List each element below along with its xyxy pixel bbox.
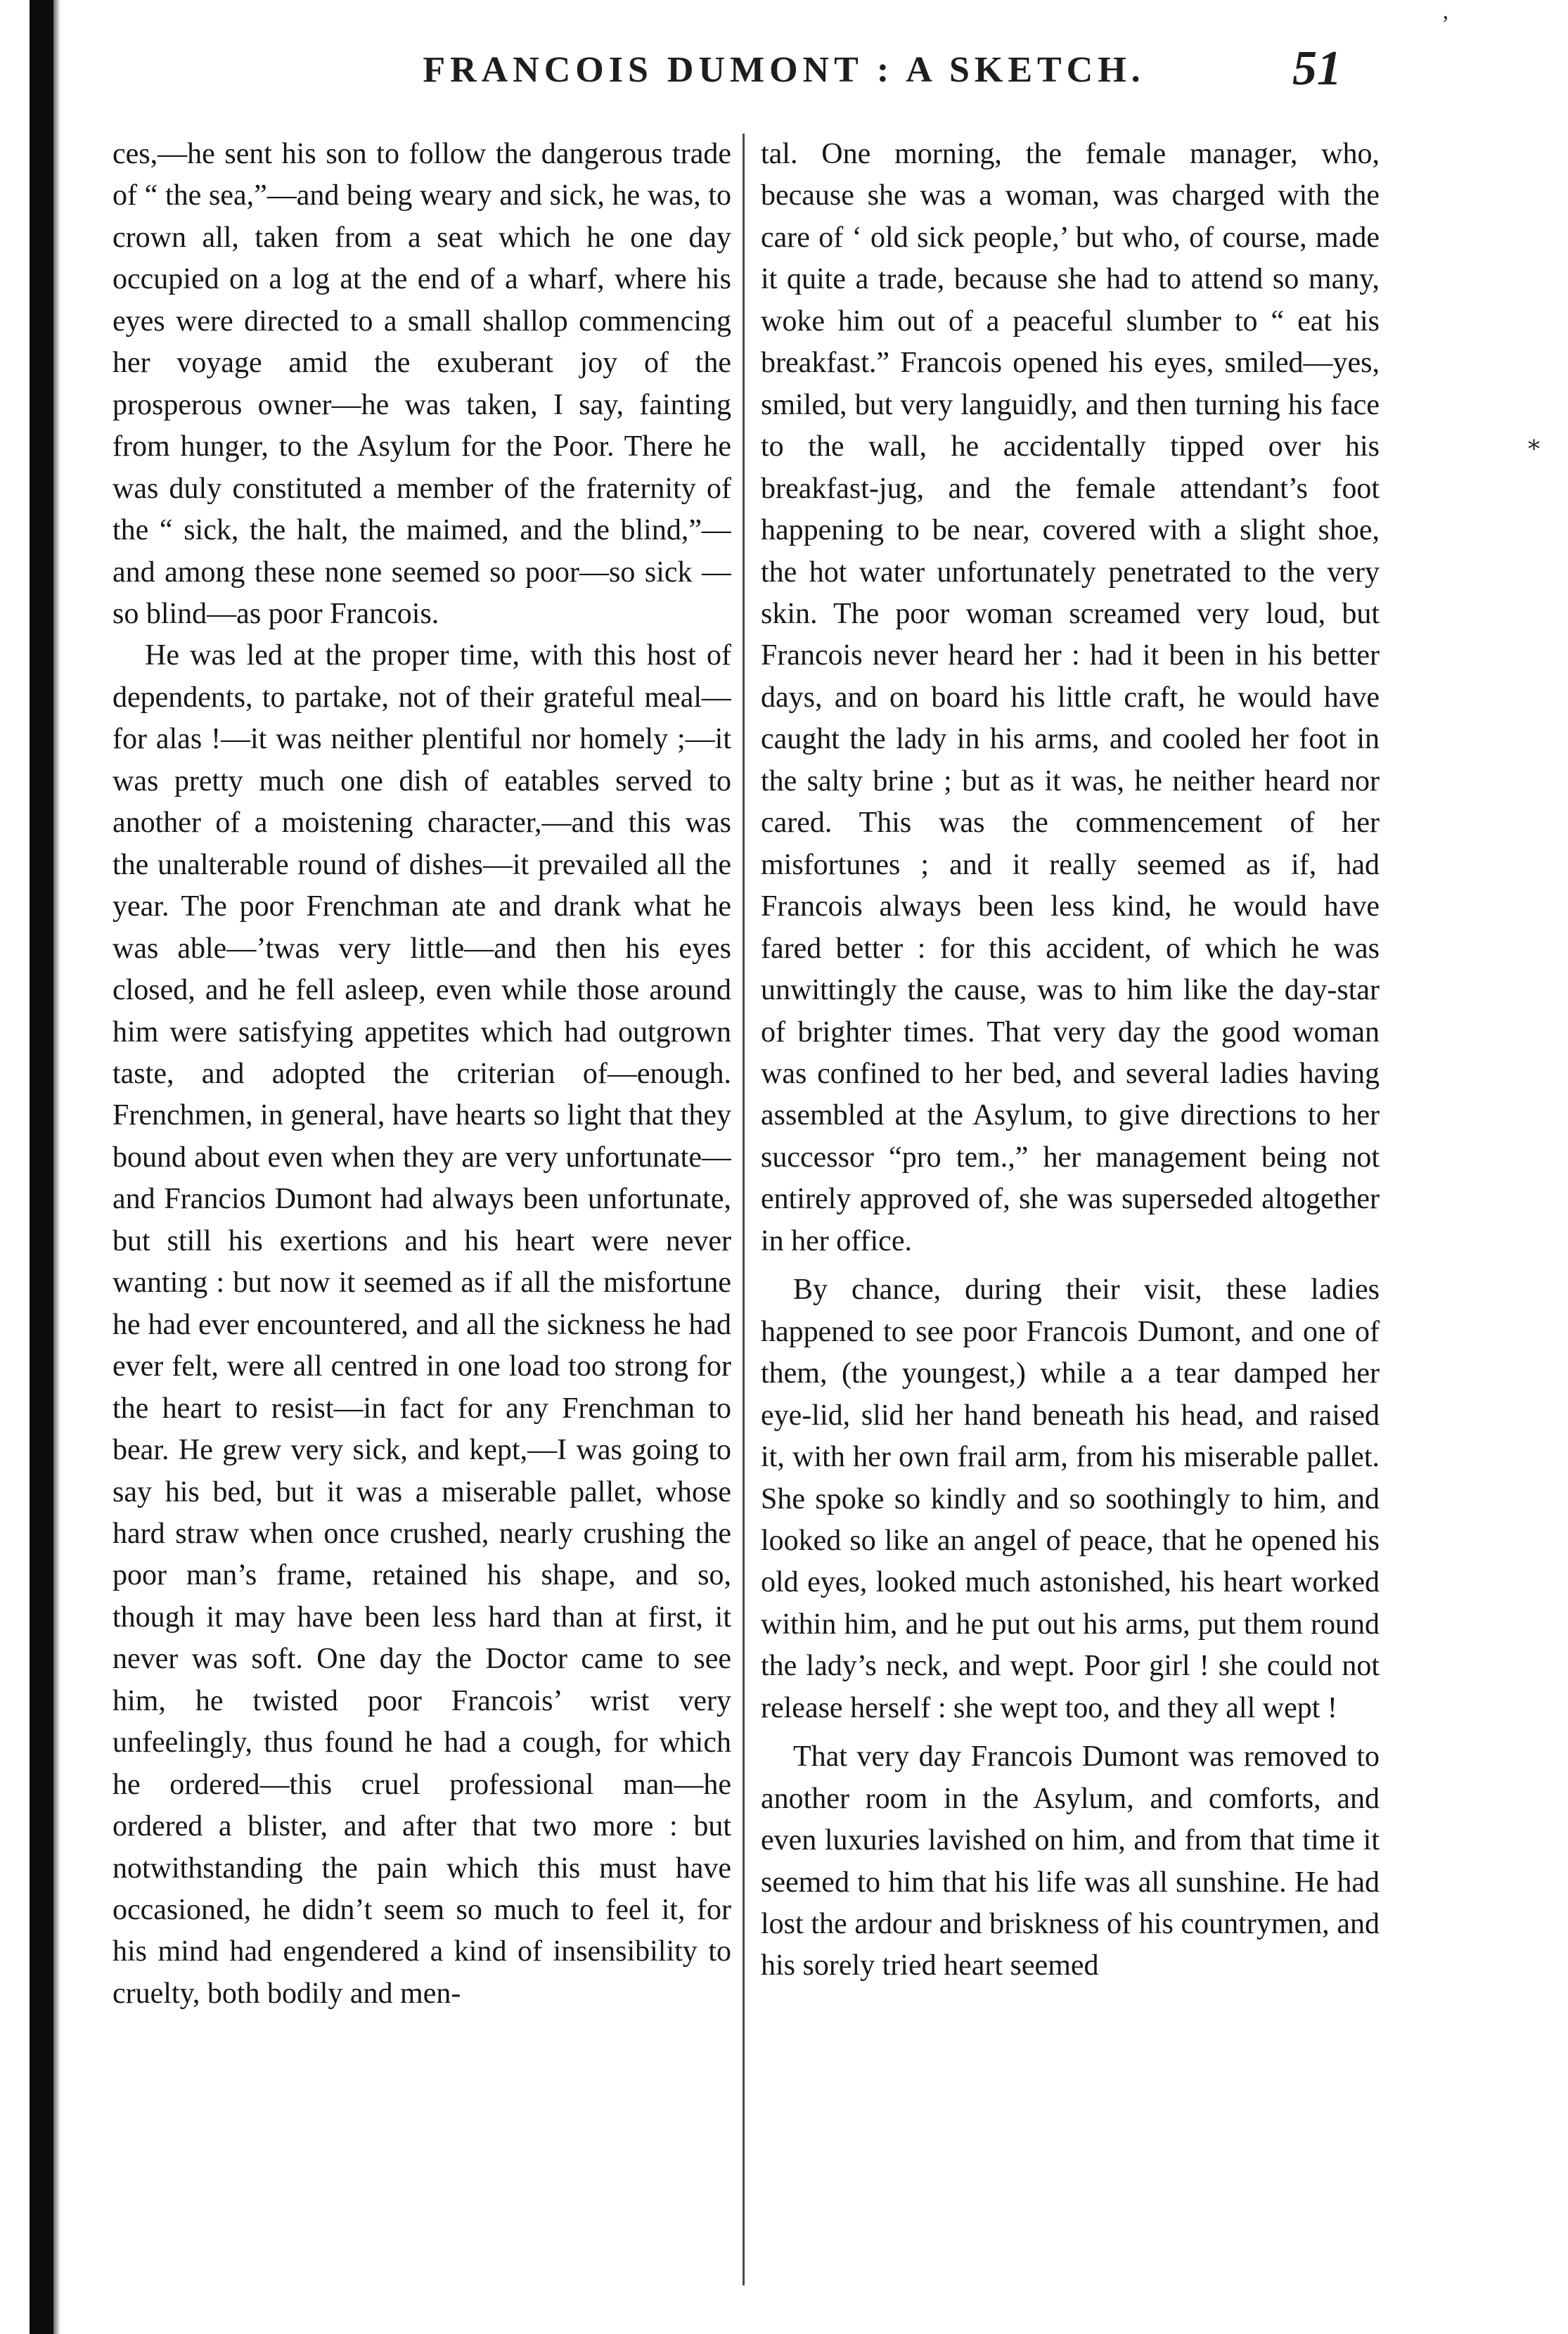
left-column <box>113 134 731 2321</box>
right-paragraph-1: tal. One morning, the female manager, who, because she was a woman, was charged with the care of ‘ old sick people,’ but who, of course, made it quite a trade, because she had to attend so many, woke him out of a peaceful slumber to “ eat his breakfast.” Francois opened his eyes, smiled—yes, smiled, but very languidly, and then turning his face to the wall, he accidentally tipped over his breakfast-jug, and the female attendant’s foot happening to be near, covered with a slight shoe, the hot water unfortunately penetrated to the very skin. The poor woman screamed very loud, but Francois never heard her : had it been in his better days, and on board his little craft, he would have caught the lady in his arms, and cooled her foot in the salty brine ; but as it was, he neither heard nor cared. This was the commencement of her misfortunes ; and it really seemed as if, had Francois always been less kind, he would have fared better : for this accident, of which he was unwittingly the cause, was to him like the day-star of brighter times. That very day the good woman was confined to her bed, and several ladies having assembled at the Asylum, to give directions to her successor “pro tem.,” her management being not entirely approved of, she was superseded altogether in her office. <box>761 138 1380 1257</box>
ink-speck: ∗ <box>1526 432 1543 458</box>
right-column <box>761 134 1380 2321</box>
binding-edge <box>30 0 53 2334</box>
page-number: 51 <box>1292 41 1342 96</box>
ink-speck: ’ <box>1441 11 1450 37</box>
right-paragraph-3: That very day Francois Dumont was removed to another room in the Asylum, and comforts, and even luxuries lavished on him, and from that time it seemed to him that his life was all sunshine. He had lost the ardour and briskness of his countrymen, and his sorely tried heart seemed <box>761 1740 1380 1982</box>
column-divider <box>743 134 745 2285</box>
running-title: FRANCOIS DUMONT : A SKETCH. <box>423 50 1145 90</box>
right-paragraph-2: By chance, during their visit, these ladies happened to see poor Francois Dumont, and one of them, (the youngest,) while a a tear damped her eye-lid, slid her hand beneath his head, and raised it, with her own frail arm, from his miserable pallet. She spoke so kindly and so soothingly to him, and looked so like an angel of peace, that he opened his old eyes, looked much astonished, his heart worked within him, and he put out his arms, put them round the lady’s neck, and wept. Poor girl ! she could not release herself : she wept too, and they all wept ! <box>761 1274 1380 1724</box>
left-paragraph-2: He was led at the proper time, with this host of dependents, to partake, not of their grateful meal—for alas !—it was neither plentiful nor homely ;—it was pretty much one dish of eatables served to another of a moistening character,—and this was the unalterable round of dishes—it prevailed all the year. The poor Frenchman ate and drank what he was able—’twas very little—and then his eyes closed, and he fell asleep, even while those around him were satisfying appetites which had outgrown taste, and adopted the criterian of—enough. Frenchmen, in general, have hearts so light that they bound about even when they are very unfortunate—and Francios Dumont had always been unfortunate, but still his exertions and his heart were never wanting : but now it seemed as if all the misfortune he had ever encountered, and all the sickness he had ever felt, were all centred in one load too strong for the heart to resist—in fact for any Frenchman to bear. He grew very sick, and kept,—I was going to say his bed, but it was a miserable pallet, whose hard straw when once crushed, nearly crushing the poor man’s frame, retained his shape, and so, though it may have been less hard than at first, it never was soft. One day the Doctor came to see him, he twisted poor Francois’ wrist very unfeelingly, thus found he had a cough, for which he ordered—this cruel professional man—he ordered a blister, and after that two more : but notwithstanding the pain which this must have occasioned, he didn’t seem so much to feel it, for his mind had engendered a kind of insensibility to cruelty, both bodily and men- <box>113 639 731 2010</box>
binding-shadow <box>53 0 60 2334</box>
left-paragraph-1: ces,—he sent his son to follow the dangerous trade of “ the sea,”—and being weary and sick, he was, to crown all, taken from a seat which he one day occupied on a log at the end of a wharf, where his eyes were directed to a small shallop commencing her voyage amid the exuberant joy of the prosperous owner—he was taken, I say, fainting from hunger, to the Asylum for the Poor. There he was duly constituted a member of the fraternity of the “ sick, the halt, the maimed, and the blind,”—and among these none seemed so poor—so sick —so blind—as poor Francois. <box>113 138 731 630</box>
